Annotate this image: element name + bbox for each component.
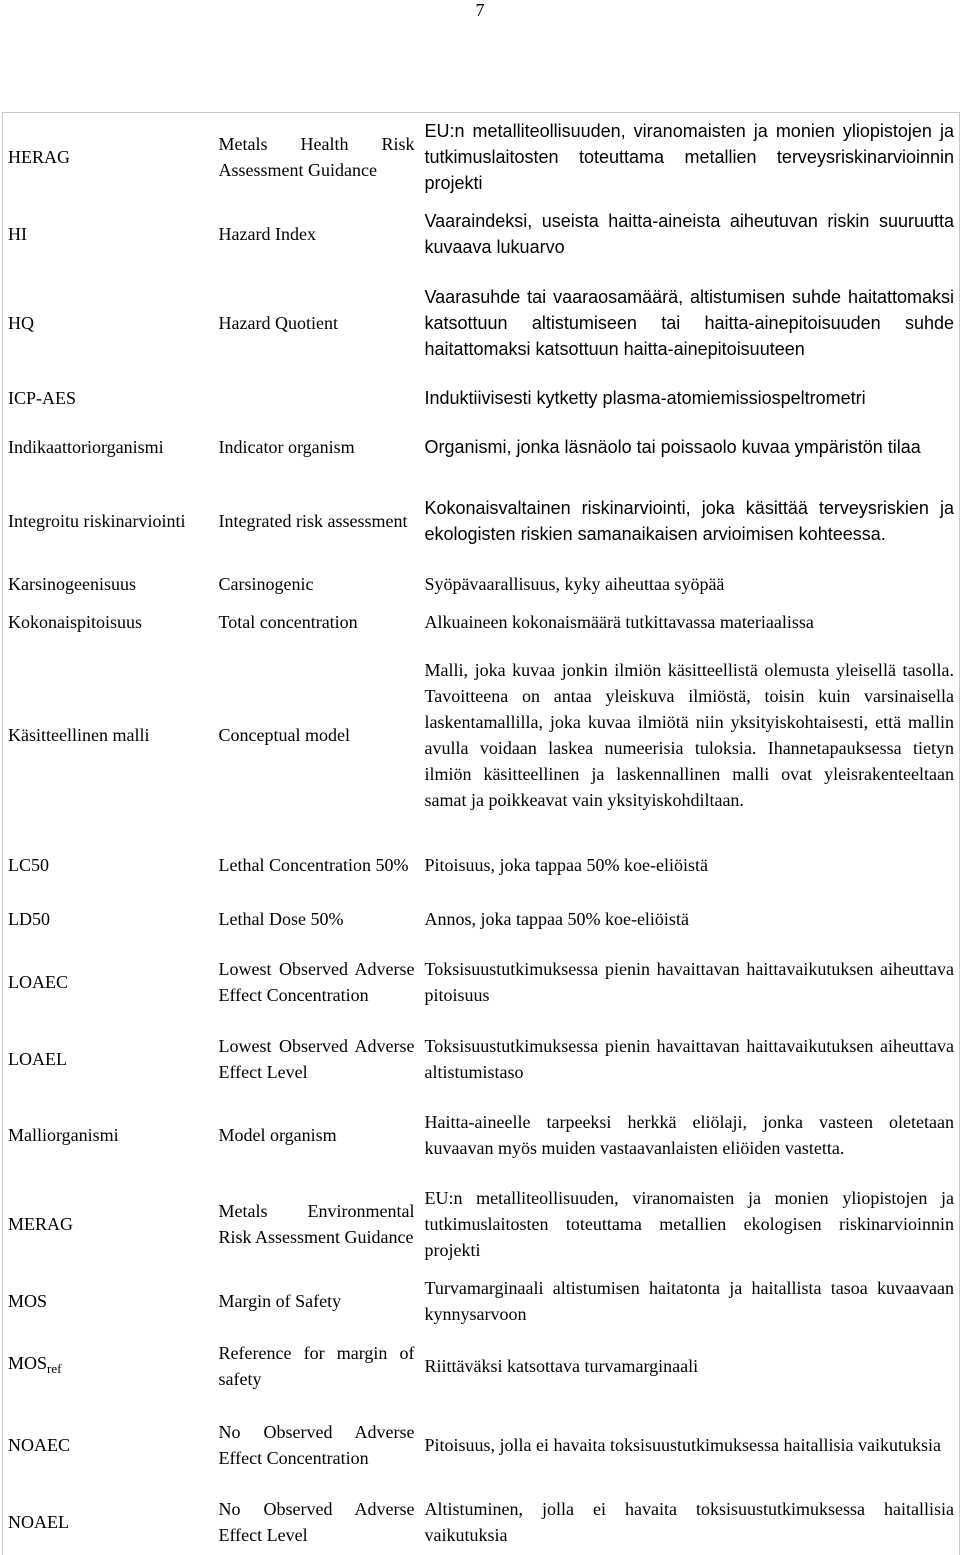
english-term-cell: Reference for margin of safety xyxy=(218,1343,415,1389)
term-cell: Malliorganismi xyxy=(8,1124,119,1145)
term-cell: Indikaattoriorganismi xyxy=(8,436,164,457)
table-row xyxy=(3,1027,960,1091)
term-cell: MERAG xyxy=(8,1213,74,1234)
english-term-cell: Conceptual model xyxy=(218,724,350,745)
table-row xyxy=(3,603,960,641)
table-row xyxy=(3,1333,960,1400)
page-number: 7 xyxy=(475,0,485,20)
term-cell: LOAEC xyxy=(8,971,68,992)
term-cell: ICP-AES xyxy=(8,387,77,408)
english-term-cell: Lowest Observed Adverse Effect Concentration xyxy=(218,958,415,1005)
term-cell: HQ xyxy=(8,312,34,333)
definition-cell: Pitoisuus, jolla ei havaita toksisuustutkimuksessa haitallisia vaikutuksia xyxy=(424,1434,941,1455)
english-term-cell: Carsinogenic xyxy=(218,573,314,594)
table-row xyxy=(3,266,960,380)
definition-cell: Kokonaisvaltainen riskinarviointi, joka käsittää terveysriskien ja ekologisten riskien samanaikaisen arvioimisen kohteessa. xyxy=(424,498,954,544)
table-row xyxy=(3,1179,960,1269)
definition-cell: Vaaraindeksi, useista haitta-aineista aiheutuvan riskin suuruutta kuvaava lukuarvo xyxy=(424,210,954,257)
english-term-cell: Lethal Dose 50% xyxy=(218,908,344,929)
term-cell: MOS xyxy=(8,1290,48,1311)
term-cell: LD50 xyxy=(8,908,50,929)
definition-cell: Riittäväksi katsottava turvamarginaali xyxy=(424,1356,699,1376)
definition-cell: Toksisuustutkimuksessa pienin havaittavan haittavaikutuksen aiheuttava pitoisuus xyxy=(424,958,954,1005)
term-cell: NOAEL xyxy=(8,1512,69,1532)
definition-cell: Altistuminen, jolla ei havaita toksisuustutkimuksessa haitallisia vaikutuksia xyxy=(424,1499,954,1545)
english-term-cell: Indicator organism xyxy=(218,436,355,457)
english-term-cell: Total concentration xyxy=(218,611,358,632)
english-term-cell: Metals Health Risk Assessment Guidance xyxy=(218,134,415,181)
table-row xyxy=(3,1269,960,1333)
definition-cell: Malli, joka kuvaa jonkin ilmiön käsitteellistä olemusta yleisellä tasolla. Tavoitteena on antaa yleiskuva ilmiöstä, toisin kuin varsinaisella laskentamallilla, joka kuvaa ilmiötä niin yksityiskohtaisesti, että mallin avulla voidaan laskea numeerisia tuloksia. Ihannetapauksessa tietyn ilmiön käsitteellinen ja laskennallinen malli ovat yleisrakenteeltaan samat ja poikkeavat vain yksityiskohdiltaan. xyxy=(424,659,954,810)
definition-cell: Pitoisuus, joka tappaa 50% koe-eliöistä xyxy=(424,854,708,875)
english-term-cell: No Observed Adverse Effect Level xyxy=(218,1499,415,1545)
table-row xyxy=(3,113,960,202)
definition-cell: Organismi, jonka läsnäolo tai poissaolo kuvaa ympäristön tilaa xyxy=(424,436,921,457)
definition-cell: EU:n metalliteollisuuden, viranomaisten ja monien yliopistojen ja tutkimuslaitosten toteuttama metallien ekologisen riskinarvioinnin projekti xyxy=(424,1187,954,1260)
term-cell xyxy=(3,1333,214,1400)
term-cell: HERAG xyxy=(8,147,70,168)
table-row xyxy=(3,380,960,416)
term-cell: HI xyxy=(8,223,27,244)
table-row xyxy=(3,1091,960,1179)
english-term-cell: No Observed Adverse Effect Concentration xyxy=(218,1421,415,1468)
table-row xyxy=(3,1490,960,1555)
definition-cell: Toksisuustutkimuksessa pienin havaittavan haittavaikutuksen aiheuttava altistumistaso xyxy=(424,1035,954,1082)
english-term-cell: Metals Environmental Risk Assessment Guidance xyxy=(218,1200,415,1247)
term-cell: NOAEC xyxy=(8,1434,70,1455)
english-term-cell xyxy=(214,380,420,416)
definition-cell: Haitta-aineelle tarpeeksi herkkä eliölaji, jonka vasteen oletetaan kuvaavan myös muiden vastaavanlaisten eliöiden vastetta. xyxy=(424,1111,954,1158)
term-cell: LOAEL xyxy=(8,1048,67,1069)
term-cell: Integroitu riskinarviointi xyxy=(8,511,186,531)
table-row xyxy=(3,641,960,829)
definition-cell: Syöpävaarallisuus, kyky aiheuttaa syöpää xyxy=(424,573,725,594)
definition-cell: Induktiivisesti kytketty plasma-atomiemissiospeltrometri xyxy=(424,387,866,408)
table-row xyxy=(3,1400,960,1490)
english-term-cell: Margin of Safety xyxy=(218,1290,342,1311)
definition-cell: Turvamarginaali altistumisen haitatonta ja haitallista tasoa kuvaavaan kynnysarvoon xyxy=(424,1277,954,1324)
glossary-table xyxy=(2,112,960,1555)
table-row xyxy=(3,416,960,478)
english-term-cell: Lethal Concentration 50% xyxy=(218,854,409,875)
table-row xyxy=(3,478,960,565)
term-cell: Kokonaispitoisuus xyxy=(8,611,143,632)
definition-cell: EU:n metalliteollisuuden, viranomaisten ja monien yliopistojen ja tutkimuslaitosten toteuttama metallien terveysriskinarvioinnin projekti xyxy=(424,121,954,194)
definition-cell: Vaarasuhde tai vaaraosamäärä, altistumisen suhde haitattomaksi katsottuun altistumiseen tai haitta-ainepitoisuuden suhde haitattomaksi katsottuun haitta-ainepitoisuuteen xyxy=(424,286,954,359)
english-term-cell: Hazard Index xyxy=(218,223,316,244)
table-row xyxy=(3,829,960,901)
table-row xyxy=(3,901,960,937)
english-term-cell: Hazard Quotient xyxy=(218,312,338,333)
term-text: MOS xyxy=(8,1353,48,1373)
term-cell: Karsinogeenisuus xyxy=(8,573,136,594)
english-term-cell: Integrated risk assessment xyxy=(218,511,408,531)
table-row xyxy=(3,937,960,1027)
english-term-cell: Lowest Observed Adverse Effect Level xyxy=(218,1035,415,1082)
table-row xyxy=(3,565,960,603)
definition-cell: Alkuaineen kokonaismäärä tutkittavassa materiaalissa xyxy=(424,611,814,632)
table-row xyxy=(3,202,960,266)
term-cell: LC50 xyxy=(8,854,50,875)
term-subscript: ref xyxy=(47,1361,62,1376)
term-cell: Käsitteellinen malli xyxy=(8,724,150,745)
english-term-cell: Model organism xyxy=(218,1124,337,1145)
definition-cell: Annos, joka tappaa 50% koe-eliöistä xyxy=(424,908,689,929)
